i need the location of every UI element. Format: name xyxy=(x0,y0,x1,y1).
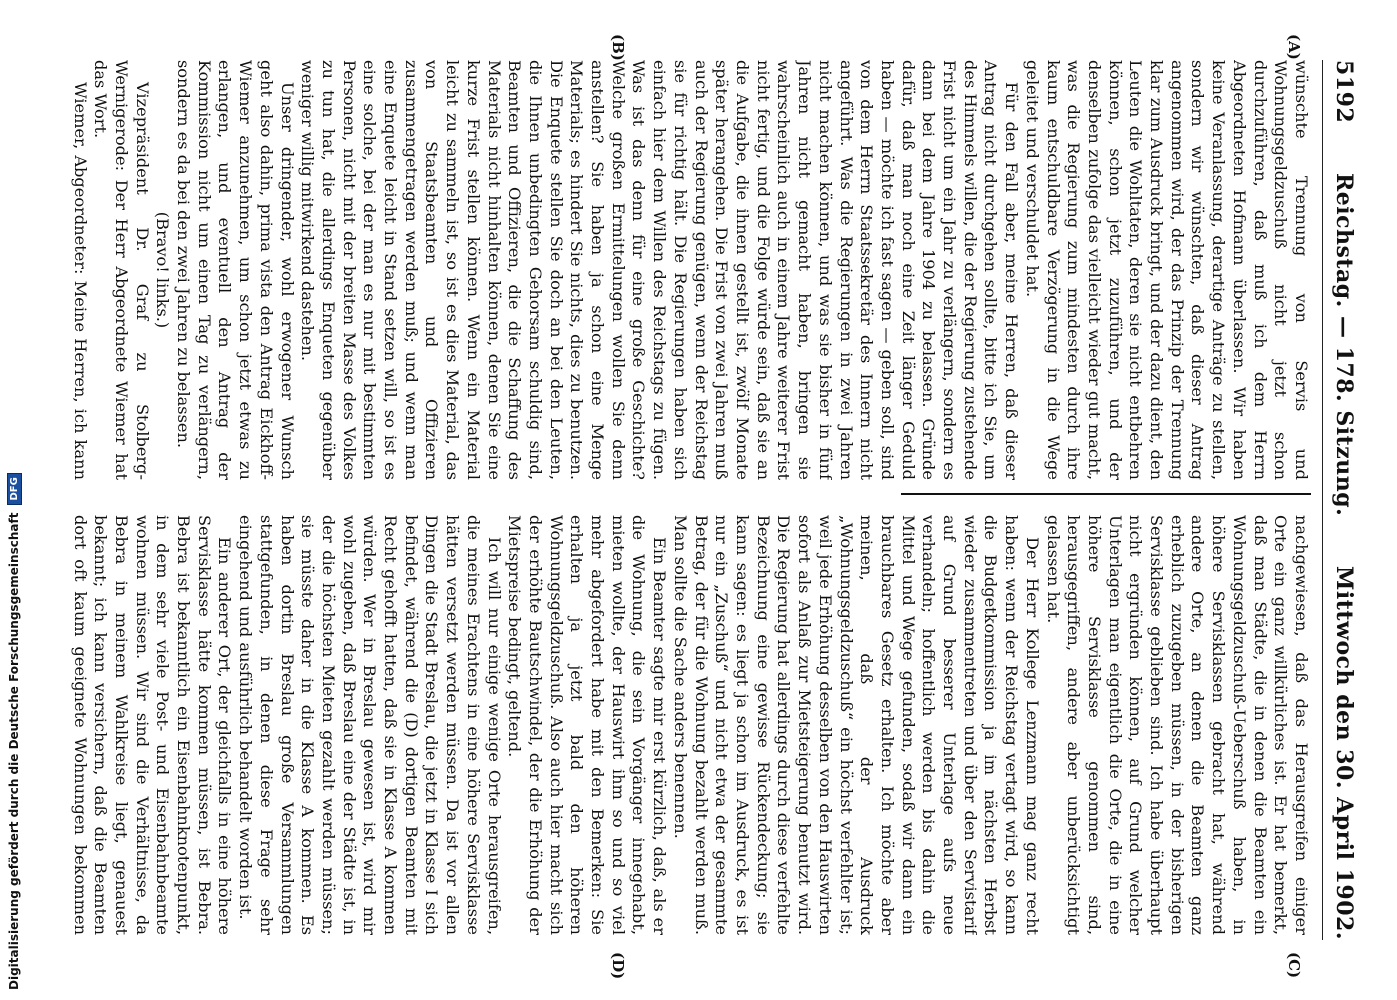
session-date: Mittwoch den 30. April 1902. xyxy=(1331,566,1357,940)
column-divider xyxy=(901,493,1311,495)
paragraph: Wiemer, Abgeordneter: Meine Herren, ich kann xyxy=(71,82,90,480)
paragraph: Vizepräsident Dr. Graf zu Stolberg-Wernigerode: Der Herr Abgeordnete Wiemer hat das Wort. xyxy=(91,60,152,480)
page-header xyxy=(1331,60,1375,940)
margin-marker-b: (B) xyxy=(609,34,627,61)
margin-marker-d: (D) xyxy=(609,952,627,980)
digitization-credit xyxy=(0,0,28,1000)
paragraph: Unser dringender, wohl erwogener Wunsch geht also dahin, prima vista den Antrag Eickhoff-Wiemer anzunehmen, um schon jetzt etwas zu erlangen, und eventuell den Antrag der Kommission nicht um einen Tag zu verlängern, sondern es da bei den zwei Jahren zu belassen. xyxy=(174,60,297,480)
paragraph: Ein anderer Ort, der gleichfalls in eine höhere Servisklasse hätte kommen müssen, ist Bebra. Bebra ist bekanntlich ein Eisenbahnknotenpunkt, in dem sehr viele Post- und Eisenbahnbeamte wohnen müssen. Wir sind die Verhältnisse, da Bebra in meinem Wahlkreise liegt, genauest bekannt; ich kann versichern, daß die Beamten dort oft kaum geeignete Wohnungen bekommen xyxy=(71,515,235,935)
paragraph: nachgewiesen, daß das Herausgreifen einiger Orte ein ganz willkürliches ist. Er hat bemerkt, daß man Städte, die in denen die Beamten ein Wohnungsgeldzuschuß-Ueberschuß haben, in höhere Servisklassen gebracht hat, während andere Orte, an denen die Beamten ganz erheblich zuzugeben müssen, in der bisherigen Servisklasse geblieben sind. Ich habe überhaupt nicht ergründen können, auf Grund welcher Unterlagen man eigentlich die Orte, die in eine höhere Servisklasse genommen sind, herausgegriffen, andere aber unberücksichtigt gelassen hat. xyxy=(1043,515,1311,935)
dfg-logo: DFG xyxy=(7,473,22,504)
running-title: Reichstag. — 178. Sitzung. xyxy=(1331,172,1357,517)
paragraph: Ich will nur einige wenige Orte herausgreifen, die meines Erachtens in eine höhere Servisklasse hätten versetzt werden müssen. Da ist vor allen Dingen die Stadt Breslau, die jetzt in Klasse I sich befindet, während die (D) dortigen Beamten mit Recht gehofft hatten, daß sie in Klasse A kommen würden. Wer in Breslau gewesen ist, wird mir wohl zugeben, daß Breslau eine der Städte ist, in der die höchsten Mieten gezahlt werden müssen; sie müsste daher in die Klasse A kommen. Es haben dortin Breslau große Versammlungen stattgefunden, in denen diese Frage sehr eingehend und ausführlich behandelt worden ist. xyxy=(236,515,504,935)
right-column xyxy=(71,515,1311,935)
interjection: (Bravo! links.) xyxy=(153,211,173,329)
margin-marker-c: (C) xyxy=(1285,952,1303,979)
margin-marker-a: (A) xyxy=(1285,34,1303,60)
paragraph: Ein Beamter sagte mir erst kürzlich, daß, als er die Wohnung, die sein Vorgänger innegehabt, mieten wollte, der Hauswirt ihm so und so viel mehr abgefordert habe mit den Bemerken: Sie erhalten ja jetzt bald den höheren Wohnungsgeldzuschuß. Also auch hier macht sich der erhöhte Bautschwindel, der die Erhöhung der Mietspreise bedingt, geltend. xyxy=(505,515,670,935)
credit-text: Digitalisierung gefördert durch die Deutsche Forschungsgemeinschaft xyxy=(7,512,21,990)
paragraph: wünschte Trennung von Servis und Wohnungsgeldzuschuß nicht jetzt schon durchzuführen, daß muß ich dem Herrn Abgeordneten Hofmann überlassen. Wir haben keine Veranlassung, derartige Anträge zu stellen, sondern wir wünschten, daß dieser Antrag angenommen wird, der das Prinzip der Trennung klar zum Ausdruck bringt, und der dazu dient, den Leuten die Wohltaten, deren sie nicht entbehren können, schon jetzt zuzuführen, und der denselben zufolge das vielleicht wieder gut macht, was die Regierung zum mindesten durch ihre kaum entschuldbare Verzögerung in die Wege geleitet und verschuldet hat. xyxy=(1022,60,1311,480)
header-rule xyxy=(1322,60,1323,940)
left-column xyxy=(71,60,1311,480)
paragraph: Der Herr Kollege Lenzmann mag ganz recht haben: wenn der Reichstag vertagt wird, so kann die Budgetkommission ja im nächsten Herbst wieder zusammentreten und über den Servistarif auf Grund besserer Unterlage aufs neue verhandeln; hoffentlich werden bis dahin die Mittel und Wege gefunden, sodaß wir dann ein brauchbares Gesetz erhalten. Ich möchte aber meinen, daß der Ausdruck „Wohnungsgeldzuschuß“ ein höchst verfehlter ist; weil jede Erhöhung desselben von den Hauswirten sofort als Anlaß zur Mietsteigerung benutzt wird. Die Regierung hat allerdings durch diese verfehlte Bezeichnung eine gewisse Rückendeckung; sie kann sagen: es liegt ja schon im Ausdruck, es ist nur ein „Zuschuß“ und nicht etwa der gesammte Betrag, der für die Wohnung bezahlt werden muß. Man sollte die Sache anders benennen. xyxy=(670,515,1042,935)
paragraph: Für den Fall aber, meine Herren, daß dieser Antrag nicht durchgehen sollte, bitte ich Sie, um des Himmels willen, die der Regierung zustehende Frist nicht um ein Jahr zu verlängern, sondern es dann bei dem Jahre 1904 zu belassen. Gründe dafür, daß man noch eine Zeit länger Geduld haben — möchte ich fast sagen — geben soll, sind von dem Herrn Staatssekretär des Innern nicht angeführt. Was die Regierungen in zwei Jahren nicht machen können, und was sie bisher in fünf Jahren nicht gemacht haben, bringen sie wahrscheinlich auch in einem Jahre weiterer Frist nicht fertig, und die Folge würde sein, daß sie an die Aufgabe, die ihnen gestellt ist, zwölf Monate später herangehen. Die Frist von zwei Jahren muß auch der Regierung genügen, wenn der Reichstag sie für richtig hält. Die Regierungen haben sich einfach hier dem Willen des Reichstags zu fügen. Was ist das denn für eine große Geschichte? Welche großen Ermittelungen wollen Sie denn anstellen? Sie haben ja schon eine Menge Materials; es hindert Sie nichts, dies zu benutzen. Die Enquete stellen Sie doch an bei den Leuten, die Ihnen unbedingten Gehorsam schuldig sind, Beamten und Offizieren, die die Schaffung des Materials nicht hinhalten können, denen Sie eine kurze Frist stellen können. Wenn ein Material leicht zu sammeln ist, so ist es dies Material, das von Staatsbeamten und Offizieren zusammengetragen werden muß; und wenn man eine Enquete leicht in Stand setzen will, so ist es eine solche, bei der man es nur mit bestimmten Personen, nicht mit der breiten Masse des Volkes zu tun hat, die allerdings Enqueten gegenüber weniger willig mitwirkend dastehen. xyxy=(298,60,1022,480)
page-number: 5192 xyxy=(1331,60,1357,124)
